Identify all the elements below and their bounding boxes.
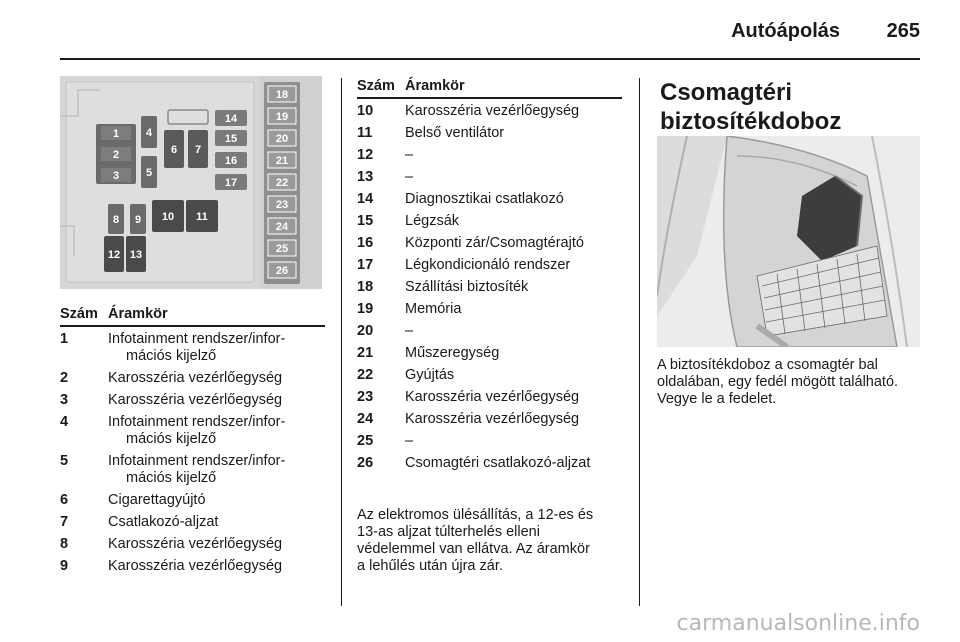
svg-text:25: 25 xyxy=(275,243,289,255)
svg-text:3: 3 xyxy=(112,170,120,182)
fuse-11 xyxy=(186,200,218,232)
fuse-number: 3 xyxy=(60,392,69,408)
svg-text:8: 8 xyxy=(112,214,120,226)
fuse-number: 14 xyxy=(357,191,374,207)
column-separator-1 xyxy=(341,78,342,606)
svg-text:6: 6 xyxy=(170,144,178,156)
fuse-number: 11 xyxy=(357,125,373,141)
circuit-name-line-2: mációs kijelző xyxy=(126,431,217,447)
circuit-name-line-1: Karosszéria vezérlőegység xyxy=(108,392,283,408)
circuit-name-line-1: Infotainment rendszer/infor- xyxy=(108,331,286,347)
fuse-9 xyxy=(130,204,146,234)
svg-text:14: 14 xyxy=(224,113,238,125)
fuse-number: 1 xyxy=(60,331,69,347)
fuse-20 xyxy=(268,130,296,146)
circuit-name-line-1: Infotainment rendszer/infor- xyxy=(108,453,286,469)
fuse-17 xyxy=(215,174,247,190)
page-number: 265 xyxy=(886,20,920,42)
circuit-name xyxy=(108,514,325,531)
fuse-number: 25 xyxy=(357,433,374,449)
fuse-number: 17 xyxy=(357,257,374,273)
svg-text:4: 4 xyxy=(145,127,153,139)
circuit-name-line-1: Karosszéria vezérlőegység xyxy=(108,370,283,386)
table-row xyxy=(357,367,622,384)
table-row xyxy=(60,536,325,553)
fuse-16 xyxy=(215,152,247,168)
circuit-name: – xyxy=(405,169,414,185)
svg-text:26: 26 xyxy=(275,265,289,277)
circuit-name-line-1: Karosszéria vezérlőegység xyxy=(108,536,283,552)
circuit-name: Karosszéria vezérlőegység xyxy=(405,411,580,427)
fuse-box-diagram xyxy=(60,76,322,289)
circuit-name: Karosszéria vezérlőegység xyxy=(405,103,580,119)
circuit-name xyxy=(108,370,325,387)
table-row xyxy=(60,392,325,409)
circuit-name: Műszeregység xyxy=(405,345,500,361)
circuit-name xyxy=(108,536,325,553)
svg-text:23: 23 xyxy=(275,199,289,211)
circuit-name: Légzsák xyxy=(405,213,460,229)
circuit-name: – xyxy=(405,147,414,163)
table-row xyxy=(357,213,622,230)
circuit-name: Diagnosztikai csatlakozó xyxy=(405,191,564,207)
svg-text:21: 21 xyxy=(275,155,289,167)
svg-text:13: 13 xyxy=(129,249,143,261)
fuse-1 xyxy=(101,126,131,140)
svg-text:1: 1 xyxy=(112,128,120,140)
table-row xyxy=(60,558,325,575)
fuse-19 xyxy=(268,108,296,124)
svg-text:10: 10 xyxy=(161,211,175,223)
table-row xyxy=(357,301,622,318)
circuit-name-line-1: Infotainment rendszer/infor- xyxy=(108,414,286,430)
circuit-name xyxy=(108,558,325,575)
svg-text:15: 15 xyxy=(224,133,238,145)
fuse-number: 21 xyxy=(357,345,374,361)
circuit-name: – xyxy=(405,433,414,449)
fuse-2 xyxy=(101,147,131,161)
fuse-number: 24 xyxy=(357,411,374,427)
fuse-number: 20 xyxy=(357,323,374,339)
circuit-name: Központi zár/Csomagtérajtó xyxy=(405,235,584,251)
fuse-13 xyxy=(126,236,146,272)
circuit-name-line-2: mációs kijelző xyxy=(126,470,217,486)
fuse-number: 10 xyxy=(357,103,374,119)
fuse-7 xyxy=(188,130,208,168)
circuit-name xyxy=(108,414,325,448)
table-row xyxy=(60,492,325,509)
table-row xyxy=(357,345,622,362)
fuse-number: 9 xyxy=(60,558,69,574)
svg-text:17: 17 xyxy=(224,177,238,189)
fuse-15 xyxy=(215,130,247,146)
fuse-number: 8 xyxy=(60,536,69,552)
table-header: Szám Áramkör xyxy=(60,306,325,327)
fuse-21 xyxy=(268,152,296,168)
fuse-8 xyxy=(108,204,124,234)
table-row xyxy=(357,191,622,208)
fuse-number: 19 xyxy=(357,301,374,317)
table-row xyxy=(357,323,622,340)
table-row xyxy=(357,279,622,296)
header-rule xyxy=(60,58,920,60)
fuse-table-left xyxy=(60,306,325,580)
fuse-22 xyxy=(268,174,296,190)
fuse-18 xyxy=(268,86,296,102)
section-title: Autóápolás xyxy=(731,20,840,42)
svg-text:7: 7 xyxy=(194,144,202,156)
table-row xyxy=(357,411,622,428)
circuit-name: – xyxy=(405,323,414,339)
circuit-name-line-1: Csatlakozó-aljzat xyxy=(108,514,219,530)
svg-text:2: 2 xyxy=(112,149,120,161)
table-row xyxy=(357,257,622,274)
fuse-4 xyxy=(141,116,157,148)
table-row xyxy=(60,414,325,448)
table-row xyxy=(60,331,325,365)
table-row xyxy=(357,169,622,186)
circuit-name-line-2: mációs kijelző xyxy=(126,348,217,364)
circuit-name xyxy=(108,453,325,487)
fuse-number: 5 xyxy=(60,453,69,469)
circuit-name: Karosszéria vezérlőegység xyxy=(405,389,580,405)
circuit-name: Memória xyxy=(405,301,462,317)
fuse-box-location-text: A biztosítékdoboz a csomagtér bal oldalában, egy fedél mögött található. Vegye le a fedelet. xyxy=(657,357,899,407)
svg-text:20: 20 xyxy=(275,133,289,145)
circuit-name: Gyújtás xyxy=(405,367,455,383)
fuse-10 xyxy=(152,200,184,232)
fuse-25 xyxy=(268,240,296,256)
fuse-23 xyxy=(268,196,296,212)
svg-text:18: 18 xyxy=(275,89,289,101)
fuse-3 xyxy=(101,168,131,182)
fuse-number: 18 xyxy=(357,279,374,295)
circuit-name: Csomagtéri csatlakozó-aljzat xyxy=(405,455,591,471)
fuse-number: 16 xyxy=(357,235,374,251)
fuse-number: 12 xyxy=(357,147,374,163)
fuse-number: 6 xyxy=(60,492,69,508)
table-row xyxy=(357,389,622,406)
fuse-number: 4 xyxy=(60,414,69,430)
fuse-26 xyxy=(268,262,296,278)
table-row xyxy=(357,125,622,142)
section-heading: Csomagtéri biztosítékdoboz xyxy=(660,79,842,135)
svg-text:19: 19 xyxy=(275,111,289,123)
circuit-name xyxy=(108,331,325,365)
fuse-table-middle xyxy=(357,78,622,477)
svg-text:5: 5 xyxy=(145,167,153,179)
circuit-name-line-1: Cigarettagyújtó xyxy=(108,492,206,508)
fuse-number: 23 xyxy=(357,389,374,405)
circuit-name xyxy=(108,492,325,509)
table-header: Szám Áramkör xyxy=(357,78,622,99)
fuse-5 xyxy=(141,156,157,188)
fuse-24 xyxy=(268,218,296,234)
circuit-name: Belső ventilátor xyxy=(405,125,505,141)
circuit-name: Légkondicionáló rendszer xyxy=(405,257,571,273)
table-row xyxy=(60,370,325,387)
table-row xyxy=(357,103,622,120)
table-row xyxy=(357,455,622,472)
table-row xyxy=(357,433,622,450)
fuse-number: 7 xyxy=(60,514,69,530)
table-row xyxy=(357,235,622,252)
overload-note: Az elektromos ülésállítás, a 12-es és 13-as aljzat túlterhelés elleni védelemmel van ellátva. Az áramkör a lehűlés után újra zár. xyxy=(357,507,594,574)
table-row xyxy=(60,453,325,487)
circuit-name: Szállítási biztosíték xyxy=(405,279,529,295)
column-separator-2 xyxy=(639,78,640,606)
table-row xyxy=(60,514,325,531)
trunk-fuse-box-illustration xyxy=(657,136,920,347)
svg-text:9: 9 xyxy=(134,214,142,226)
fuse-number: 26 xyxy=(357,455,374,471)
svg-text:24: 24 xyxy=(275,221,289,233)
fuse-number: 13 xyxy=(357,169,374,185)
svg-text:16: 16 xyxy=(224,155,238,167)
fuse-14 xyxy=(215,110,247,126)
fuse-12 xyxy=(104,236,124,272)
svg-text:11: 11 xyxy=(196,211,208,223)
circuit-name xyxy=(108,392,325,409)
fuse-number: 22 xyxy=(357,367,374,383)
watermark: carmanualsonline.info xyxy=(676,611,920,636)
table-row xyxy=(357,147,622,164)
fuse-number: 2 xyxy=(60,370,69,386)
svg-text:12: 12 xyxy=(107,249,121,261)
fuse-number: 15 xyxy=(357,213,374,229)
circuit-name-line-1: Karosszéria vezérlőegység xyxy=(108,558,283,574)
svg-text:22: 22 xyxy=(275,177,289,189)
page-header xyxy=(60,18,920,48)
fuse-6 xyxy=(164,130,184,168)
